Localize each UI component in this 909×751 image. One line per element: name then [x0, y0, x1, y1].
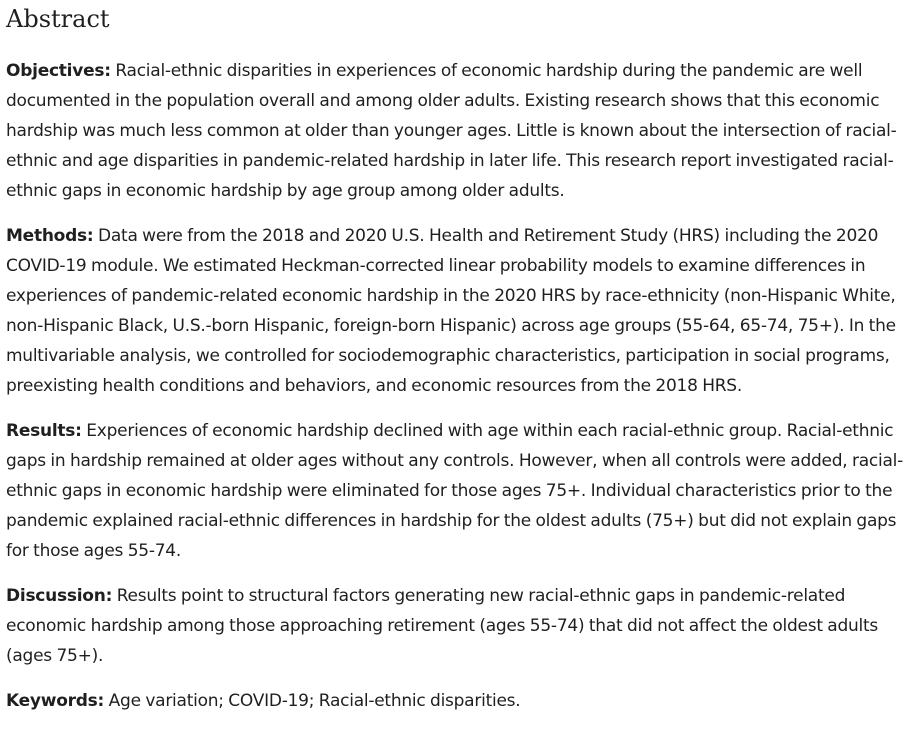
discussion-paragraph	[6, 581, 905, 671]
keywords-text: Age variation; COVID-19; Racial-ethnic disparities.	[108, 691, 521, 711]
keywords-paragraph	[6, 686, 905, 716]
methods-paragraph	[6, 221, 905, 401]
keywords-label: Keywords:	[6, 691, 105, 711]
results-text: Experiences of economic hardship declined with age within each racial-ethnic group. Racial-ethnic gaps in hardship remained at older ages without any controls. However, when all controls were added, racial-ethnic gaps in economic hardship were eliminated for those ages 75+. Individual characteristics prior to the pandemic explained racial-ethnic differences in hardship for the oldest adults (75+) but did not explain gaps for those ages 55-74.	[6, 421, 904, 561]
results-paragraph	[6, 416, 905, 566]
methods-label: Methods:	[6, 226, 94, 246]
results-label: Results:	[6, 421, 82, 441]
methods-text: Data were from the 2018 and 2020 U.S. Health and Retirement Study (HRS) including the 2020 COVID-19 module. We estimated Heckman-corrected linear probability models to examine differences in experiences of pandemic-related economic hardship in the 2020 HRS by race-ethnicity (non-Hispanic White, non-Hispanic Black, U.S.-born Hispanic, foreign-born Hispanic) across age groups (55-64, 65-74, 75+). In the multivariable analysis, we controlled for sociodemographic characteristics, participation in social programs, preexisting health conditions and behaviors, and economic resources from the 2018 HRS.	[6, 226, 896, 396]
objectives-label: Objectives:	[6, 61, 111, 81]
objectives-paragraph	[6, 56, 905, 206]
abstract-heading: Abstract	[6, 5, 110, 33]
discussion-label: Discussion:	[6, 586, 113, 606]
objectives-text: Racial-ethnic disparities in experiences of economic hardship during the pandemic are well documented in the population overall and among older adults. Existing research shows that this economic hardship was much less common at older than younger ages. Little is known about the intersection of racial-ethnic and age disparities in pandemic-related hardship in later life. This research report investigated racial-ethnic gaps in economic hardship by age group among older adults.	[6, 61, 897, 201]
discussion-text: Results point to structural factors generating new racial-ethnic gaps in pandemic-related economic hardship among those approaching retirement (ages 55-74) that did not affect the oldest adults (ages 75+).	[6, 586, 879, 666]
